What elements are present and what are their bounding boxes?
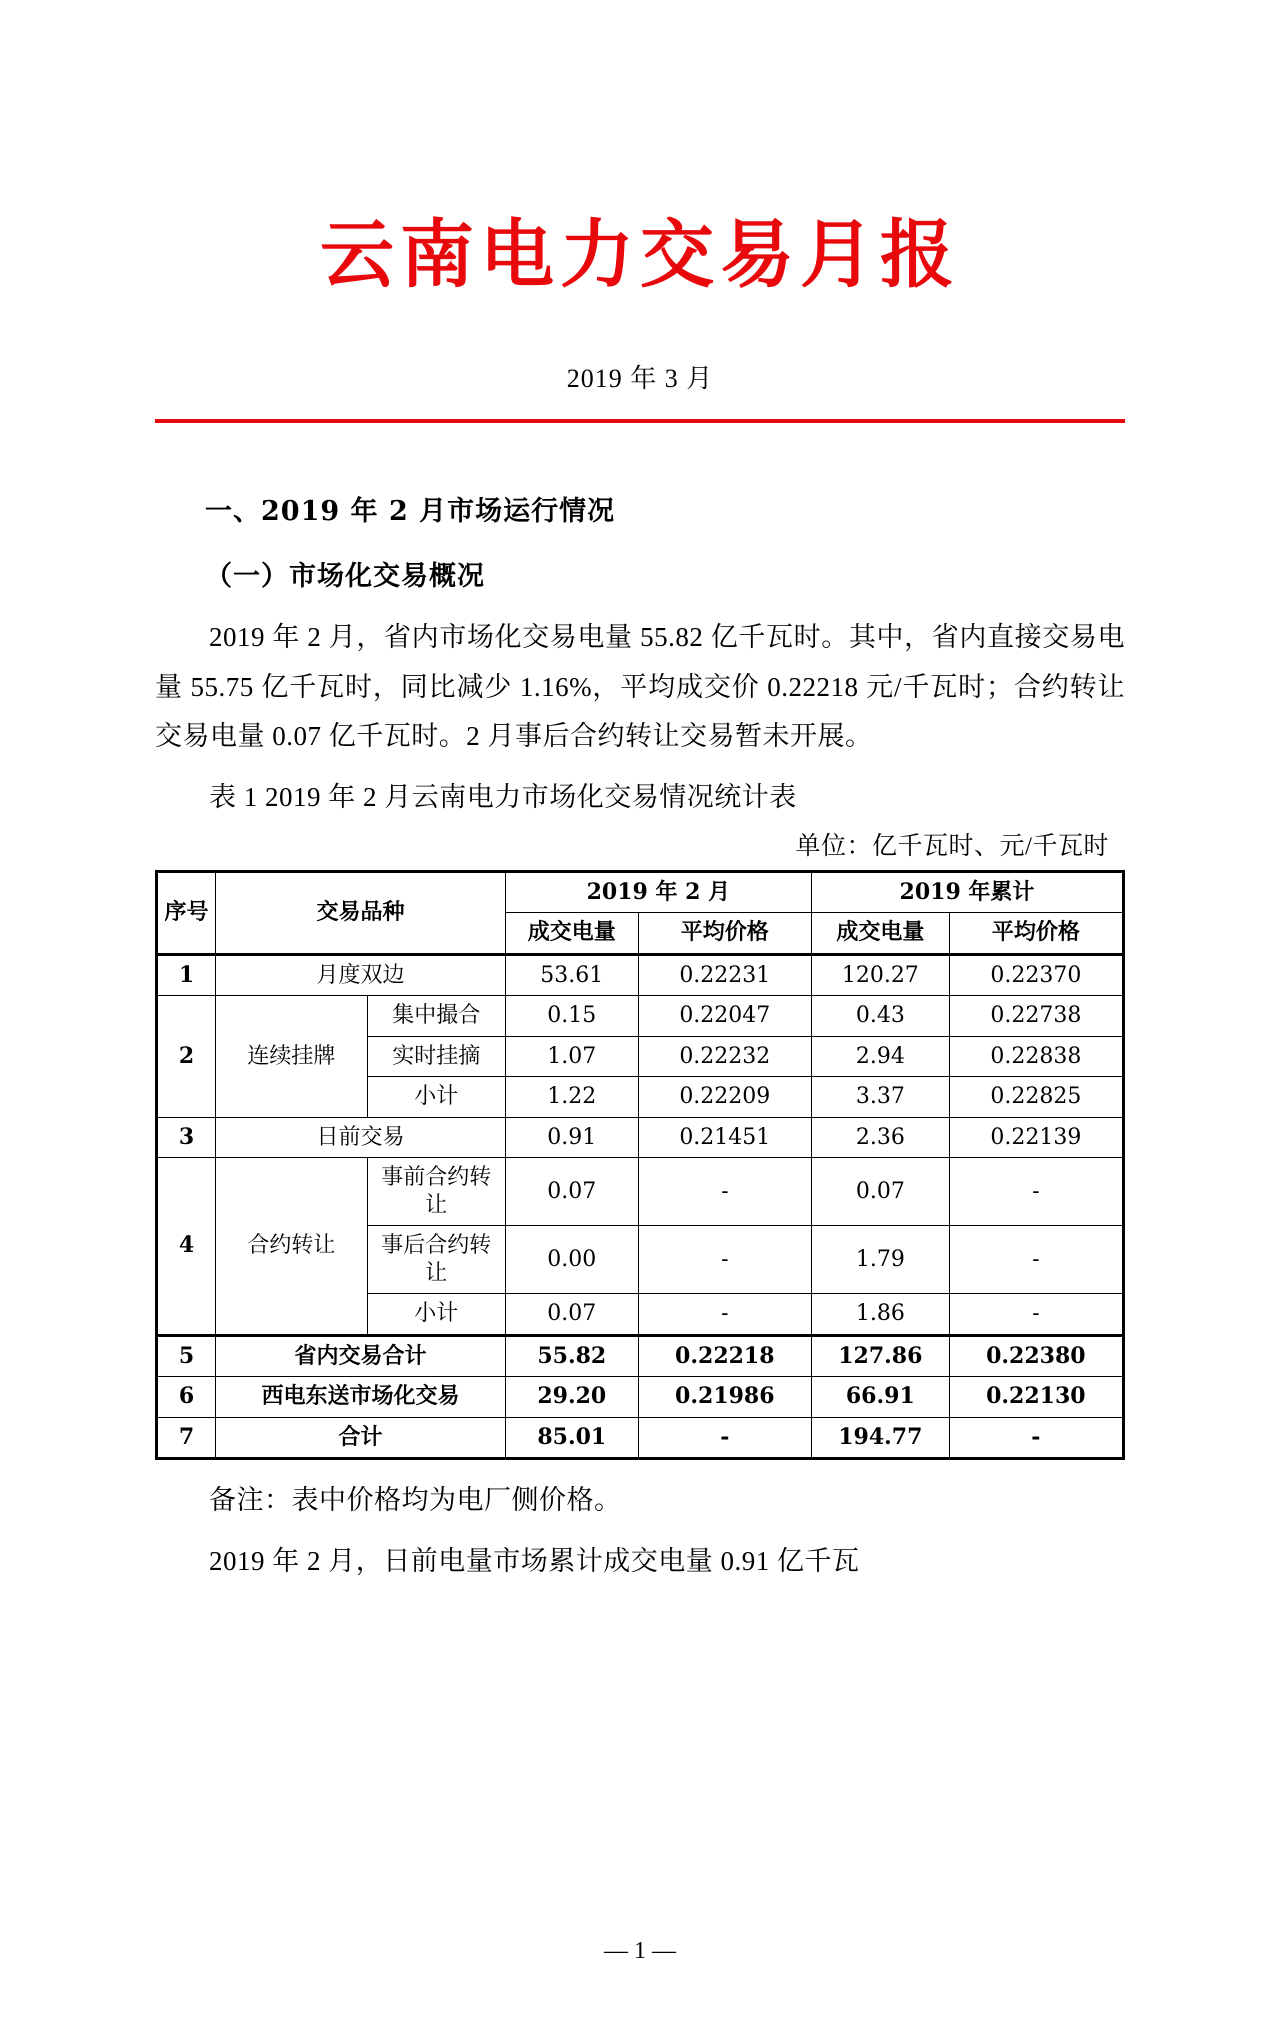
header-group-cumulative: 2019 年累计 — [811, 871, 1123, 913]
table-row — [157, 996, 1124, 1037]
row-cumulative-volume: 127.86 — [811, 1335, 949, 1377]
header-month-volume: 成交电量 — [505, 913, 638, 955]
section-heading-1: 一、2019 年 2 月市场运行情况 — [205, 496, 616, 528]
header-index: 序号 — [157, 871, 216, 954]
row-subcategory: 小计 — [367, 1077, 505, 1118]
row-cumulative-volume: 1.79 — [811, 1226, 949, 1294]
row-cumulative-price: 0.22380 — [949, 1335, 1123, 1377]
row-month-price: - — [638, 1417, 811, 1459]
row-category: 合约转让 — [216, 1158, 368, 1336]
row-subcategory: 集中撮合 — [367, 996, 505, 1037]
row-month-volume: 85.01 — [505, 1417, 638, 1459]
row-subcategory: 小计 — [367, 1294, 505, 1336]
row-cumulative-volume: 194.77 — [811, 1417, 949, 1459]
row-cumulative-price: - — [949, 1294, 1123, 1336]
row-cumulative-price: - — [949, 1158, 1123, 1226]
row-cumulative-price: 0.22825 — [949, 1077, 1123, 1118]
row-month-price: 0.22231 — [638, 954, 811, 996]
section-heading-2: （一）市场化交易概况 — [205, 561, 485, 593]
row-month-price: 0.21986 — [638, 1377, 811, 1418]
row-category: 连续挂牌 — [216, 996, 368, 1118]
row-index: 4 — [157, 1158, 216, 1336]
row-month-volume: 55.82 — [505, 1335, 638, 1377]
document-title: 云南电力交易月报 — [320, 212, 960, 298]
row-category: 月度双边 — [216, 954, 506, 996]
row-index: 2 — [157, 996, 216, 1118]
row-month-volume: 53.61 — [505, 954, 638, 996]
row-month-price: - — [638, 1294, 811, 1336]
table-row — [157, 954, 1124, 996]
table-caption: 表 1 2019 年 2 月云南电力市场化交易情况统计表 — [209, 781, 797, 812]
row-cumulative-volume: 1.86 — [811, 1294, 949, 1336]
row-cumulative-price: 0.22738 — [949, 996, 1123, 1037]
row-subcategory: 事前合约转让 — [367, 1158, 505, 1226]
document-page — [0, 212, 1280, 2025]
row-cumulative-price: 0.22838 — [949, 1036, 1123, 1077]
table-row — [157, 1377, 1124, 1418]
row-month-volume: 29.20 — [505, 1377, 638, 1418]
row-month-volume: 0.91 — [505, 1117, 638, 1158]
table-unit-label: 单位：亿千瓦时、元/千瓦时 — [795, 832, 1109, 860]
row-subcategory: 事后合约转让 — [367, 1226, 505, 1294]
row-cumulative-volume: 3.37 — [811, 1077, 949, 1118]
row-cumulative-price: 0.22370 — [949, 954, 1123, 996]
row-cumulative-price: 0.22139 — [949, 1117, 1123, 1158]
header-divider — [155, 419, 1125, 423]
row-category: 日前交易 — [216, 1117, 506, 1158]
row-cumulative-price: - — [949, 1226, 1123, 1294]
paragraph-market-overview: 2019 年 2 月，省内市场化交易电量 55.82 亿千瓦时。其中，省内直接交易电量 55.75 亿千瓦时，同比减少 1.16%，平均成交价 0.22218 元/千瓦时；合约转让交易电量 0.07 亿千瓦时。2 月事后合约转让交易暂未开展。 — [155, 622, 1125, 751]
row-month-price: 0.22209 — [638, 1077, 811, 1118]
row-month-price: - — [638, 1158, 811, 1226]
table-row — [157, 1417, 1124, 1459]
header-group-month: 2019 年 2 月 — [505, 871, 811, 913]
row-index: 7 — [157, 1417, 216, 1459]
header-cumulative-volume: 成交电量 — [811, 913, 949, 955]
row-month-price: - — [638, 1226, 811, 1294]
row-subcategory: 实时挂摘 — [367, 1036, 505, 1077]
row-month-price: 0.22232 — [638, 1036, 811, 1077]
row-month-price: 0.22047 — [638, 996, 811, 1037]
paragraph-day-ahead: 2019 年 2 月，日前电量市场累计成交电量 0.91 亿千瓦 — [209, 1546, 860, 1577]
row-cumulative-price: - — [949, 1417, 1123, 1459]
row-category: 合计 — [216, 1417, 506, 1459]
header-cumulative-price: 平均价格 — [949, 913, 1123, 955]
page-number: — 1 — — [604, 1938, 676, 1964]
row-cumulative-volume: 2.94 — [811, 1036, 949, 1077]
row-month-volume: 1.07 — [505, 1036, 638, 1077]
market-transaction-table — [155, 870, 1125, 1461]
header-month-price: 平均价格 — [638, 913, 811, 955]
header-category: 交易品种 — [216, 871, 506, 954]
document-date: 2019 年 3 月 — [566, 364, 714, 394]
row-cumulative-volume: 0.07 — [811, 1158, 949, 1226]
row-cumulative-volume: 120.27 — [811, 954, 949, 996]
row-index: 6 — [157, 1377, 216, 1418]
row-month-volume: 1.22 — [505, 1077, 638, 1118]
row-month-price: 0.21451 — [638, 1117, 811, 1158]
table-note: 备注：表中价格均为电厂侧价格。 — [209, 1485, 622, 1516]
row-cumulative-volume: 66.91 — [811, 1377, 949, 1418]
row-category: 西电东送市场化交易 — [216, 1377, 506, 1418]
row-month-volume: 0.07 — [505, 1158, 638, 1226]
row-month-volume: 0.00 — [505, 1226, 638, 1294]
row-index: 3 — [157, 1117, 216, 1158]
row-month-volume: 0.07 — [505, 1294, 638, 1336]
table-header-row-1 — [157, 871, 1124, 913]
row-month-volume: 0.15 — [505, 996, 638, 1037]
row-category: 省内交易合计 — [216, 1335, 506, 1377]
row-cumulative-price: 0.22130 — [949, 1377, 1123, 1418]
table-row — [157, 1335, 1124, 1377]
row-index: 1 — [157, 954, 216, 996]
row-cumulative-volume: 2.36 — [811, 1117, 949, 1158]
row-month-price: 0.22218 — [638, 1335, 811, 1377]
table-row — [157, 1158, 1124, 1226]
table-row — [157, 1117, 1124, 1158]
row-index: 5 — [157, 1335, 216, 1377]
row-cumulative-volume: 0.43 — [811, 996, 949, 1037]
